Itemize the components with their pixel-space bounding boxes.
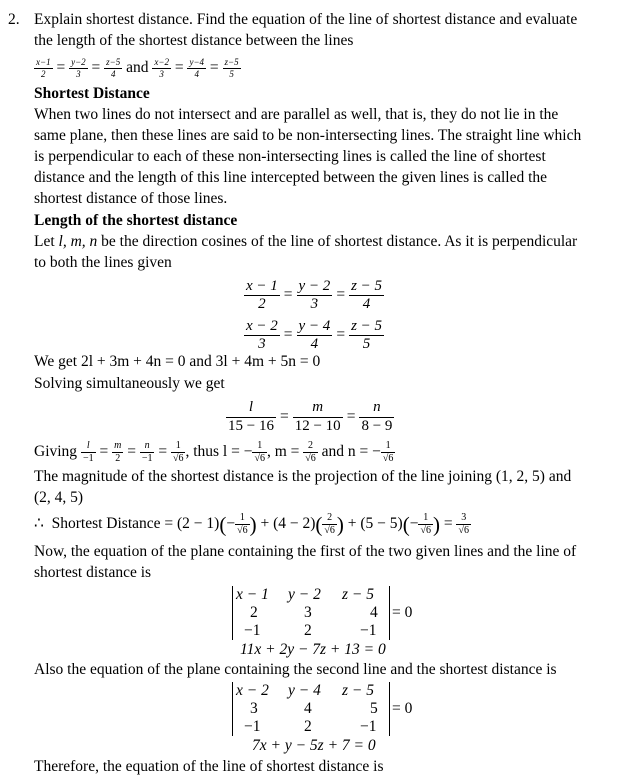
definition-line-4: distance and the length of this line intercepted between the given lines is called the xyxy=(34,169,548,186)
det1-r3c1: −1 xyxy=(244,622,261,639)
definition-line-1: When two lines do not intersect and are parallel as well, that is, they do not lie in the xyxy=(34,106,559,123)
now-line-2: shortest distance is xyxy=(34,564,152,581)
definition-line-5: shortest distance of those lines. xyxy=(34,190,228,207)
solving-line: Solving simultaneously we get xyxy=(34,375,225,392)
now-line-1: Now, the equation of the plane containing the first of the two given lines and the line of xyxy=(34,543,577,560)
det2-r2c2: 4 xyxy=(304,700,312,717)
ratio-equation: $\frac{l}{15 - 16}$ = $\frac{m}{12 - 10}$ = $\frac{n}{8 - 9}$ xyxy=(228,399,393,435)
det2-r3c3: −1 xyxy=(360,718,377,735)
definition-line-3: is perpendicular to each of these non-intersecting lines is called the line of shortest xyxy=(34,148,546,165)
det2-r2c3: 5 xyxy=(370,700,378,717)
magnitude-line-2: (2, 4, 5) xyxy=(34,489,84,506)
question-number: 2. xyxy=(8,11,20,28)
let-line: Let l, m, n be the direction cosines of the line of shortest distance. As it is perpendicular xyxy=(34,233,578,250)
det2-equals: = 0 xyxy=(392,700,413,717)
definition-line-2: same plane, then these lines are said to be non-intersecting lines. The straight line which xyxy=(34,127,582,144)
det2-r1c3: z − 5 xyxy=(342,682,374,699)
shortest-distance-computation: ∴ Shortest Distance = (2 − 1)(− $\frac{1}{√6}$ ) + (4 − 2)( $\frac{2}{√6}$ ) + (5 − 5)(− $\frac{1}{√6}$ ) = $\frac{3}{√6}$ xyxy=(34,511,469,537)
display-equation-1: $\frac{x - 1}{2}$ = $\frac{y - 2}{3}$ = $\frac{z - 5}{4}$ xyxy=(246,277,383,312)
magnitude-line-1: The magnitude of the shortest distance is the projection of the line joining (1, 2, 5) and xyxy=(34,468,572,485)
det2-r3c2: 2 xyxy=(304,718,312,735)
therefore-line: Therefore, the equation of the line of shortest distance is xyxy=(34,758,384,775)
also-line: Also the equation of the plane containing the second line and the shortest distance is xyxy=(34,661,557,678)
det1-r1c2: y − 2 xyxy=(288,586,321,603)
question-equations: $\frac{x-1}{2}$ = $\frac{y-2}{3}$ = $\frac{z-5}{4}$ and $\frac{x-2}{3}$ = $\frac{y-4}{4}$ = $\frac{z-5}{5}$ xyxy=(36,56,239,79)
det2-r3c1: −1 xyxy=(244,718,261,735)
to-both-line: to both the lines given xyxy=(34,254,172,271)
det2-r1c1: x − 2 xyxy=(236,682,269,699)
det2-r2c1: 3 xyxy=(250,700,258,717)
det1-r2c1: 2 xyxy=(250,604,258,621)
det1-r2c3: 4 xyxy=(370,604,378,621)
plane-equation-2: 7x + y − 5z + 7 = 0 xyxy=(252,737,376,754)
display-equation-2: $\frac{x - 2}{3}$ = $\frac{y - 4}{4}$ = $\frac{z - 5}{5}$ xyxy=(246,317,383,352)
giving-line: Giving $\frac{l}{-1}$ = $\frac{m}{2}$ = $\frac{n}{-1}$ = $\frac{1}{√6}$ , thus l = − $\frac{1}{√6}$ , m = $\frac{2}{√6}$ and n = − $\frac{1}{√6}$ xyxy=(34,439,394,464)
we-get-line: We get 2l + 3m + 4n = 0 and 3l + 4m + 5n = 0 xyxy=(34,353,321,370)
det1-r1c3: z − 5 xyxy=(342,586,374,603)
plane-equation-1: 11x + 2y − 7z + 13 = 0 xyxy=(240,641,386,658)
question-line-2: the length of the shortest distance between the lines xyxy=(34,32,354,49)
heading-shortest-distance: Shortest Distance xyxy=(34,85,150,102)
det1-r3c3: −1 xyxy=(360,622,377,639)
det1-r1c1: x − 1 xyxy=(236,586,269,603)
question-line-1: Explain shortest distance. Find the equation of the line of shortest distance and evaluate xyxy=(34,11,578,28)
det2-r1c2: y − 4 xyxy=(288,682,321,699)
heading-length: Length of the shortest distance xyxy=(34,212,238,229)
det1-equals: = 0 xyxy=(392,604,413,621)
det1-r2c2: 3 xyxy=(304,604,312,621)
det1-r3c2: 2 xyxy=(304,622,312,639)
